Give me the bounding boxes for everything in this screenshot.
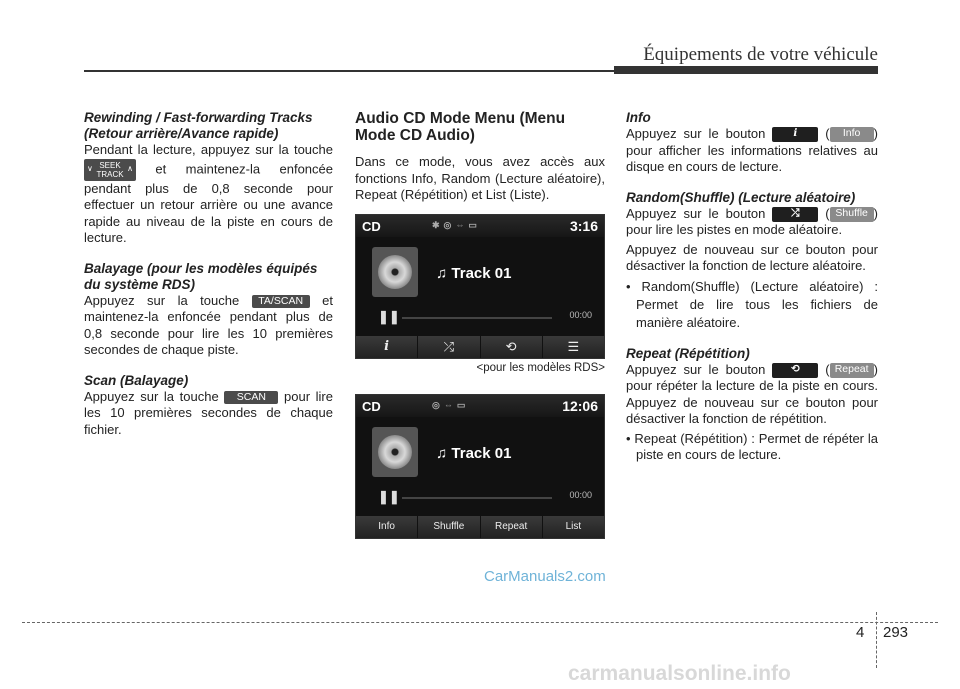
column-3	[626, 110, 878, 464]
chapter-number: 4	[856, 624, 865, 641]
progress-bar	[402, 497, 552, 499]
repeat-bullet: • Repeat (Répétition) : Permet de répéter la piste en cours de lecture.	[626, 430, 878, 462]
screen-soft-keys	[356, 516, 604, 538]
screen-status-bar	[356, 395, 604, 417]
cd-disc-icon	[372, 247, 418, 297]
tab-list[interactable]: List	[542, 516, 604, 538]
random-text-2: Appuyez de nouveau sur ce bouton pour désactiver la fonction de lecture aléatoire.	[626, 241, 878, 273]
screen-caption: <pour les modèles RDS>	[476, 362, 605, 374]
track-title: ♫ Track 01	[436, 265, 512, 282]
page-number: 293	[883, 624, 909, 641]
header-rule-thick	[614, 66, 878, 74]
list-icon[interactable]: ☰	[542, 336, 604, 358]
ta-scan-button: TA/SCAN	[252, 295, 310, 308]
header-rule	[84, 70, 614, 72]
screen-status-bar	[356, 215, 604, 237]
info-text: Appuyez sur le bouton i ( Info ) pour afficher les informations relatives au disque en cours de lecture.	[626, 126, 878, 174]
pause-icon: ❚❚	[378, 489, 400, 504]
cd-screen-rds	[355, 214, 605, 359]
section-title-rewind: Rewinding / Fast-forwarding Tracks (Retour arrière/Avance rapide)	[84, 110, 313, 141]
rewind-text: Pendant la lecture, appuyez sur la touche ∨ SEEK TRACK ∧ et maintenez-la enfoncée pendant plus de 0,8 seconde pour effectuer un retour arrière ou une avance rapide au niveau de la piste en cours de lecture.	[84, 142, 333, 245]
info-icon: i	[772, 127, 818, 142]
repeat-button: Repeat	[830, 363, 874, 378]
source-label: CD	[362, 399, 381, 414]
footer-separator	[876, 612, 877, 668]
section-title-balayage: Balayage (pour les modèles équipés du système RDS)	[84, 260, 318, 292]
shuffle-button: Shuffle	[830, 207, 874, 222]
cd-screen-standard	[355, 394, 605, 539]
status-icons: ◎⇔▭	[432, 400, 470, 410]
shuffle-icon: ⤮	[772, 207, 818, 222]
elapsed-time: 00:00	[569, 490, 592, 500]
cd-disc-icon	[372, 427, 418, 477]
tab-info[interactable]: Info	[356, 516, 417, 538]
repeat-icon: ⟲	[772, 363, 818, 378]
screen-soft-keys	[356, 336, 604, 358]
track-title: ♫ Track 01	[436, 445, 512, 462]
repeat-icon[interactable]: ⟲	[480, 336, 542, 358]
clock: 3:16	[569, 218, 598, 234]
column-1	[84, 110, 333, 438]
cd-menu-text: Dans ce mode, vous avez accès aux fonctions Info, Random (Lecture aléatoire), Repeat (Répétition) et List (Liste).	[355, 154, 605, 202]
random-bullet: • Random(Shuffle) (Lecture aléatoire) : Permet de lire tous les fichiers de manière aléatoire.	[626, 278, 878, 330]
seek-track-button: ∨ SEEK TRACK ∧	[84, 159, 136, 181]
tab-repeat[interactable]: Repeat	[480, 516, 542, 538]
site-watermark: carmanualsonline.info	[568, 662, 791, 685]
section-title-info: Info	[626, 110, 651, 125]
source-label: CD	[362, 219, 381, 234]
elapsed-time: 00:00	[569, 310, 592, 320]
shuffle-icon[interactable]: ⤮	[417, 336, 479, 358]
clock: 12:06	[562, 398, 598, 414]
status-icons: ✱◎⇔▭	[432, 220, 481, 230]
watermark: CarManuals2.com	[484, 568, 606, 585]
random-text: Appuyez sur le bouton ⤮ ( Shuffle ) pour lire les pistes en mode aléatoire.	[626, 205, 878, 237]
info-button: Info	[830, 127, 874, 142]
pause-icon: ❚❚	[378, 309, 400, 324]
music-note-icon: ♫	[436, 445, 452, 462]
chevron-down-icon: ∨	[87, 163, 93, 173]
chevron-up-icon: ∧	[127, 163, 133, 173]
music-note-icon: ♫	[436, 265, 452, 282]
section-title-random: Random(Shuffle) (Lecture aléatoire)	[626, 189, 856, 205]
section-title-scan: Scan (Balayage)	[84, 372, 189, 388]
balayage-text: Appuyez sur la touche TA/SCAN et maintenez-la enfoncée pendant plus de 0,8 seconde pour lire les 10 premières secondes de chaque piste.	[84, 292, 333, 357]
info-icon[interactable]: i	[356, 336, 417, 358]
scan-button: SCAN	[224, 391, 278, 404]
page-header-title: Équipements de votre véhicule	[643, 44, 878, 65]
section-title-repeat: Repeat (Répétition)	[626, 345, 750, 361]
scan-text: Appuyez sur la touche SCAN pour lire les 10 premières secondes de chaque fichier.	[84, 388, 333, 437]
footer-rule	[22, 622, 938, 623]
column-2	[355, 110, 605, 204]
tab-shuffle[interactable]: Shuffle	[417, 516, 479, 538]
section-title-cd-menu: Audio CD Mode Menu (Menu Mode CD Audio)	[355, 110, 566, 144]
repeat-text: Appuyez sur le bouton ⟲ ( Repeat ) pour répéter la lecture de la piste en cours. Appuyez de nouveau sur ce bouton pour désactiver la fonction de répétition.	[626, 361, 878, 426]
progress-bar	[402, 317, 552, 319]
